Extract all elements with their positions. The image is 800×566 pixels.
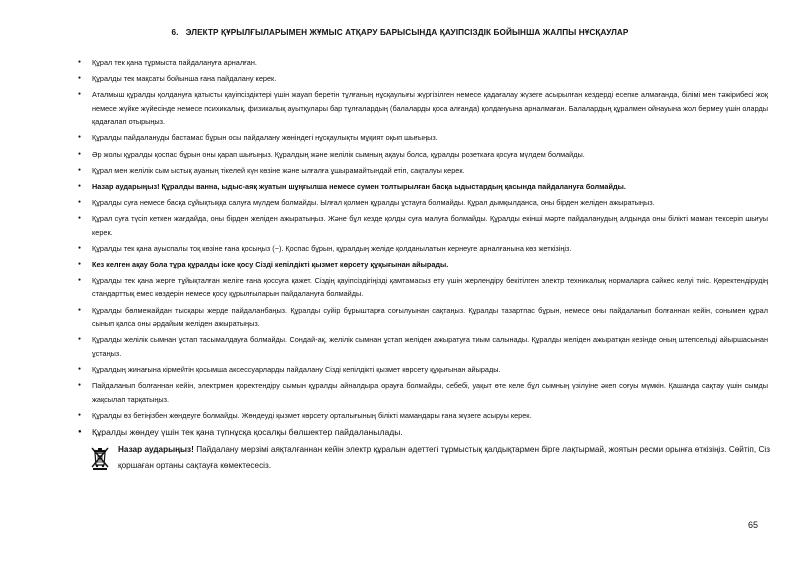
list-item: ● Құралды тек қана жерге тұйықталған желіге ғана қоссуға қажет. Сіздің қауіпсіздігіңізді қамтамасыз ету үшін жерлендіру бекітілген электр техникалық нормаларға сәйкес келуі тиіс. Қөректендірудің стандарттық емес көздерін немесе қосу құрылғыларын пайдалануға болмайды. — [78, 274, 768, 301]
list-item: ● Аталмыш құралды қолдануға қатысты қауіпсіздіктері үшін жауап беретін тұлғаның нұсқаулығы жүргізілген немесе қадағалау жүзеге асырылған кездерді есепке алмағанда, білімі мен тәжірибесі жоқ немесе жүйке жүйесінде немесе психикалық, физикалық ауытқулары бар тұлғалардың (балаларды қоса алғанда) қолдануына арналмаған. Балалардың құралмен ойнауына жол бермеу үшін оларды қадағалап отырыңыз. — [78, 88, 768, 129]
list-item: ● Әр жолы құралды қоспас бұрын оны қарап шығыңыз. Құралдың және желілік сымның ақауы болса, құралды розеткаға қосуға мүлдем болмайды. — [78, 148, 768, 162]
page-number: 65 — [748, 520, 759, 530]
list-item-warning: ● Кез келген ақау бола тұра құралды іске қосу Сізді кепілдікті қызмет көрсету құқығынан айырады. — [78, 258, 768, 272]
list-item: ● Құралды тек мақсаты бойынша ғана пайдалану керек. — [78, 72, 768, 86]
list-item: ● Құралдың жинағына кірмейтін қосымша аксессуарларды пайдалану Сізді кепілдікті қызмет көрсету құқығынан айырады. — [78, 363, 768, 377]
list-item: ● Құралды суға немесе басқа сұйықтыққа салуға мүлдем болмайды. Ылғал қолмен құралды ұстауға болмайды. Құрал дымқылданса, оны бірден желіден ажыратыңыз. — [78, 196, 768, 210]
list-item: ● Құрал мен желілік сым ыстық ауаның тікелей күн көзіне және ылғалға ұшырамайтындай етіп, сақталуы керек. — [78, 164, 768, 178]
disposal-body: Пайдалану мерзімі аяқталғаннан кейін электр құралын әдеттегі тұрмыстық қалдықтармен бірге лақтырмай, жоятын ресми орынға өткізіңіз. Сөйтіп, Сіз қоршаған ортаны сақтауға көмектесесіз. — [118, 445, 770, 470]
section-heading: 6. ЭЛЕКТР ҚҰРЫЛҒЫЛАРЫМЕН ЖҰМЫС АТҚАРУ БАРЫСЫНДА ҚАУІПСІЗДІК БОЙЫНША ЖАЛПЫ НҰСҚАУЛАР — [171, 28, 629, 37]
list-item: ● Құралды пайдалануды бастамас бұрын осы пайдалану жөніндегі нұсқаулықты мұқият оқып шығыңыз. — [78, 131, 768, 145]
list-item: ● Құралды өз бетіңізбен жөндеуге болмайды. Жөндеуді қызмет көрсету орталығының білікті мамандары ғана жүзеге асыруы керек. — [78, 409, 768, 423]
list-item: ● Құралды желілік сымнан ұстап тасымалдауға болмайды. Сондай-ақ, желілік сымнан ұстап желіден ажыратуға тиым салынады. Құралды желіден ажыратқан кезінде оның штепсельді айыршасынан ұстаңыз. — [78, 333, 768, 360]
list-item-warning: ● Назар аударыңыз! Құралды ванна, ыдыс-аяқ жуатын шұңғылша немесе сумен толтырылған басқа ыдыстардың қасында пайдалануға болмайды. — [78, 180, 768, 194]
crossed-bin-icon — [90, 446, 110, 470]
disposal-notice — [90, 442, 770, 474]
list-item: ● Құралды бөлмежайдан тысқары жерде пайдаланбаңыз. Құралды суйір бұрыштарға соғылуынан сақтаңыз. Құралды тазартпас бұрын, немесе оны пайдаланып болғаннан кейін, сонымен құрал сынып қалса оны әрдайым желіден ажыратыңыз. — [78, 304, 768, 331]
list-item: ● Пайдаланып болғаннан кейін, электрмен қоректендіру сымын құралды айналдыра орауға болмайды, себебі, уақыт өте келе бұл сымның үзілуіне әкеп соғуы мүмкін. Қашанда сақтау үшін сымды жақсылап тарқатыңыз. — [78, 379, 768, 406]
safety-instructions-list — [78, 56, 768, 441]
disposal-warning-label: Назар аударыңыз! — [118, 445, 194, 454]
list-item: ● Құрал суға түсіп кеткен жағдайда, оны бірден желіден ажыратыңыз. Және бұл кезде қолды суға малуға болмайды. Құралды екінші мәрте пайдаланудың алдында оны білікті маман тексеріп шығуы керек. — [78, 212, 768, 239]
list-item: ● Құралды тек қана ауыспалы тоқ көзіне ғана қосыңыз (~). Қоспас бұрын, құралдың желіде қолданылатын кернеуге арналғанына көз жеткізіңіз. — [78, 242, 768, 256]
disposal-text — [118, 442, 770, 474]
list-item: ● Құралды жөндеу үшін тек қана түпнұсқа қосалқы бөлшектер пайдаланылады. — [78, 425, 768, 439]
list-item: ● Құрал тек қана тұрмыста пайдалануға арналған. — [78, 56, 768, 70]
